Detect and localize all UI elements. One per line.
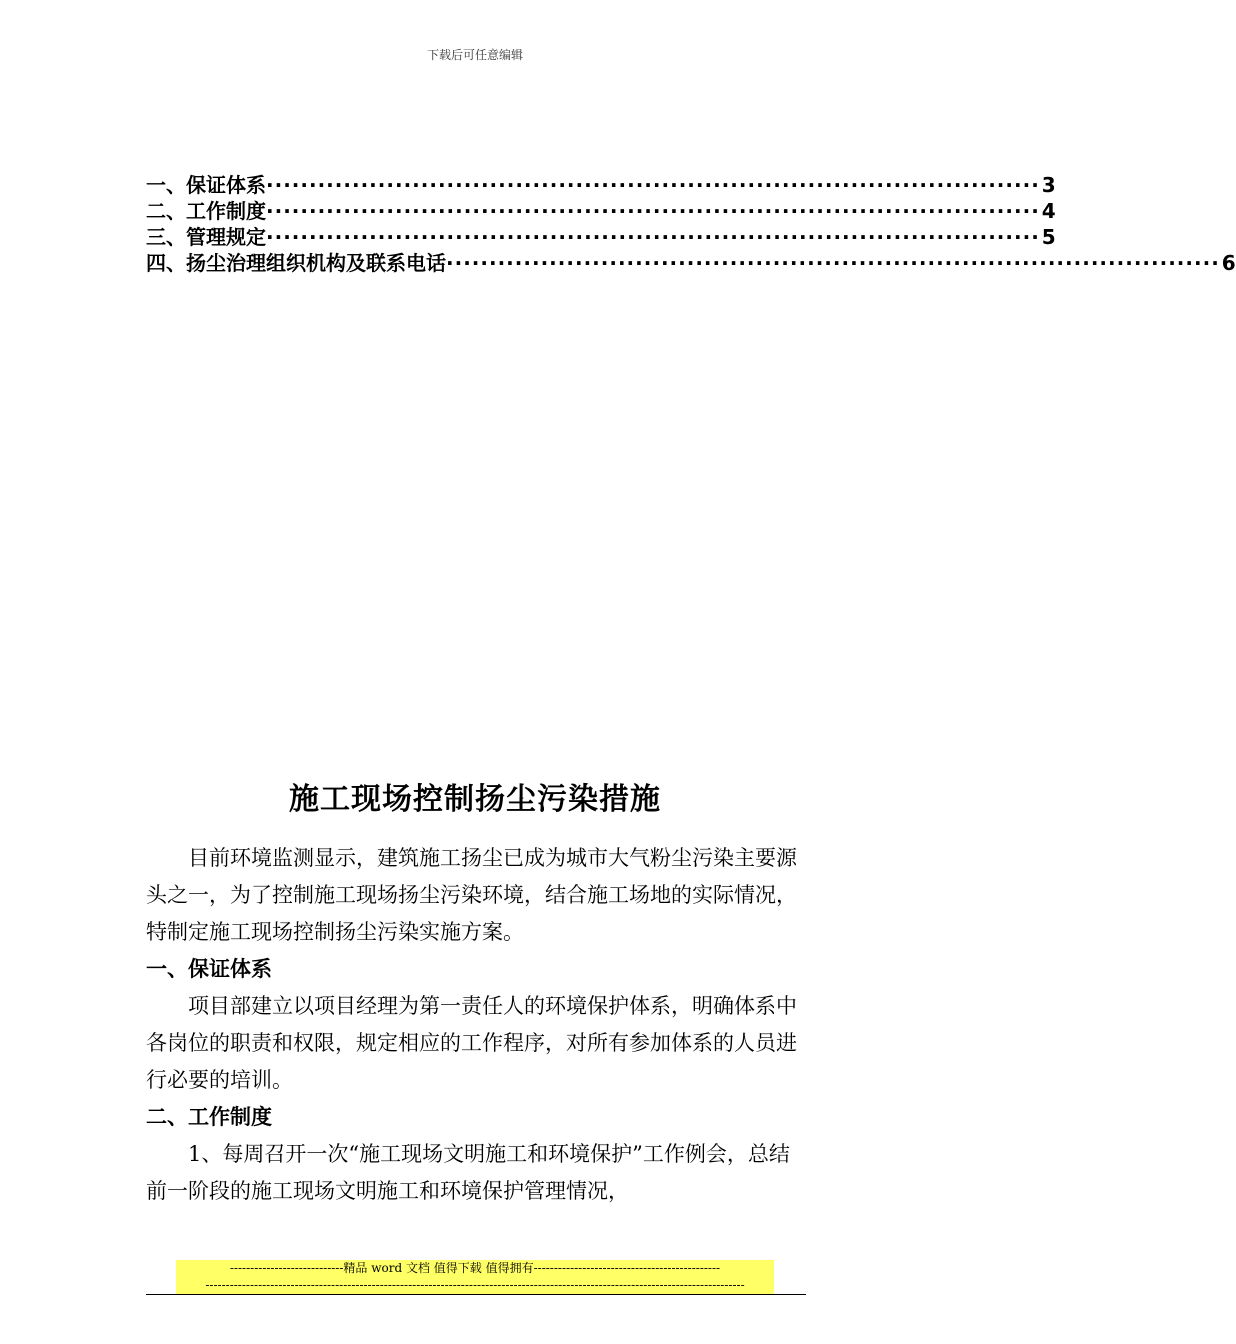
toc-entry-label: 二、工作制度	[146, 199, 266, 223]
toc-entry[interactable]	[146, 198, 1056, 224]
document-title: 施工现场控制扬尘污染措施	[289, 782, 661, 817]
section-heading: 一、保证体系	[146, 957, 272, 981]
footer-divider	[146, 1294, 806, 1295]
toc-leader-dots: ··························································································	[266, 225, 1040, 249]
toc-entry-label: 一、保证体系	[146, 173, 266, 197]
intro-paragraph: 目前环境监测显示，建筑施工扬尘已成为城市大气粉尘污染主要源头之一，为了控制施工现场扬尘污染环境，结合施工场地的实际情况，特制定施工现场控制扬尘污染实施方案。	[146, 846, 797, 944]
toc-entry-label: 四、扬尘治理组织机构及联系电话	[146, 251, 446, 275]
section-paragraph: 项目部建立以项目经理为第一责任人的环境保护体系，明确体系中各岗位的职责和权限，规定相应的工作程序，对所有参加体系的人员进行必要的培训。	[146, 994, 797, 1092]
toc-entry[interactable]	[146, 224, 1056, 250]
toc-entry[interactable]	[146, 172, 1056, 198]
toc-entry-label: 三、管理规定	[146, 225, 266, 249]
document-body	[146, 840, 806, 1210]
toc-page-number: 6	[1221, 251, 1236, 275]
toc-page-number: 4	[1041, 199, 1056, 223]
toc-page-number: 3	[1041, 173, 1056, 197]
footer-banner-line: -------------------------------------------------------------------------------------------------------------------------------------	[176, 1277, 774, 1294]
section-heading: 二、工作制度	[146, 1105, 272, 1129]
footer-banner	[176, 1260, 774, 1294]
section-paragraph: 1、每周召开一次“施工现场文明施工和环境保护”工作例会，总结前一阶段的施工现场文明施工和环境保护管理情况，	[146, 1142, 790, 1203]
toc-page-number: 5	[1041, 225, 1056, 249]
toc-entry[interactable]	[146, 250, 1236, 276]
toc-leader-dots: ··························································································	[266, 173, 1040, 197]
footer-banner-line: ----------------------------精品 word 文档 值得下载 值得拥有----------------------------------------------	[176, 1260, 774, 1277]
toc-leader-dots: ··························································································	[446, 251, 1220, 275]
toc-leader-dots: ··························································································	[266, 199, 1040, 223]
header-note: 下载后可任意编辑	[426, 48, 523, 62]
table-of-contents	[146, 172, 1236, 276]
